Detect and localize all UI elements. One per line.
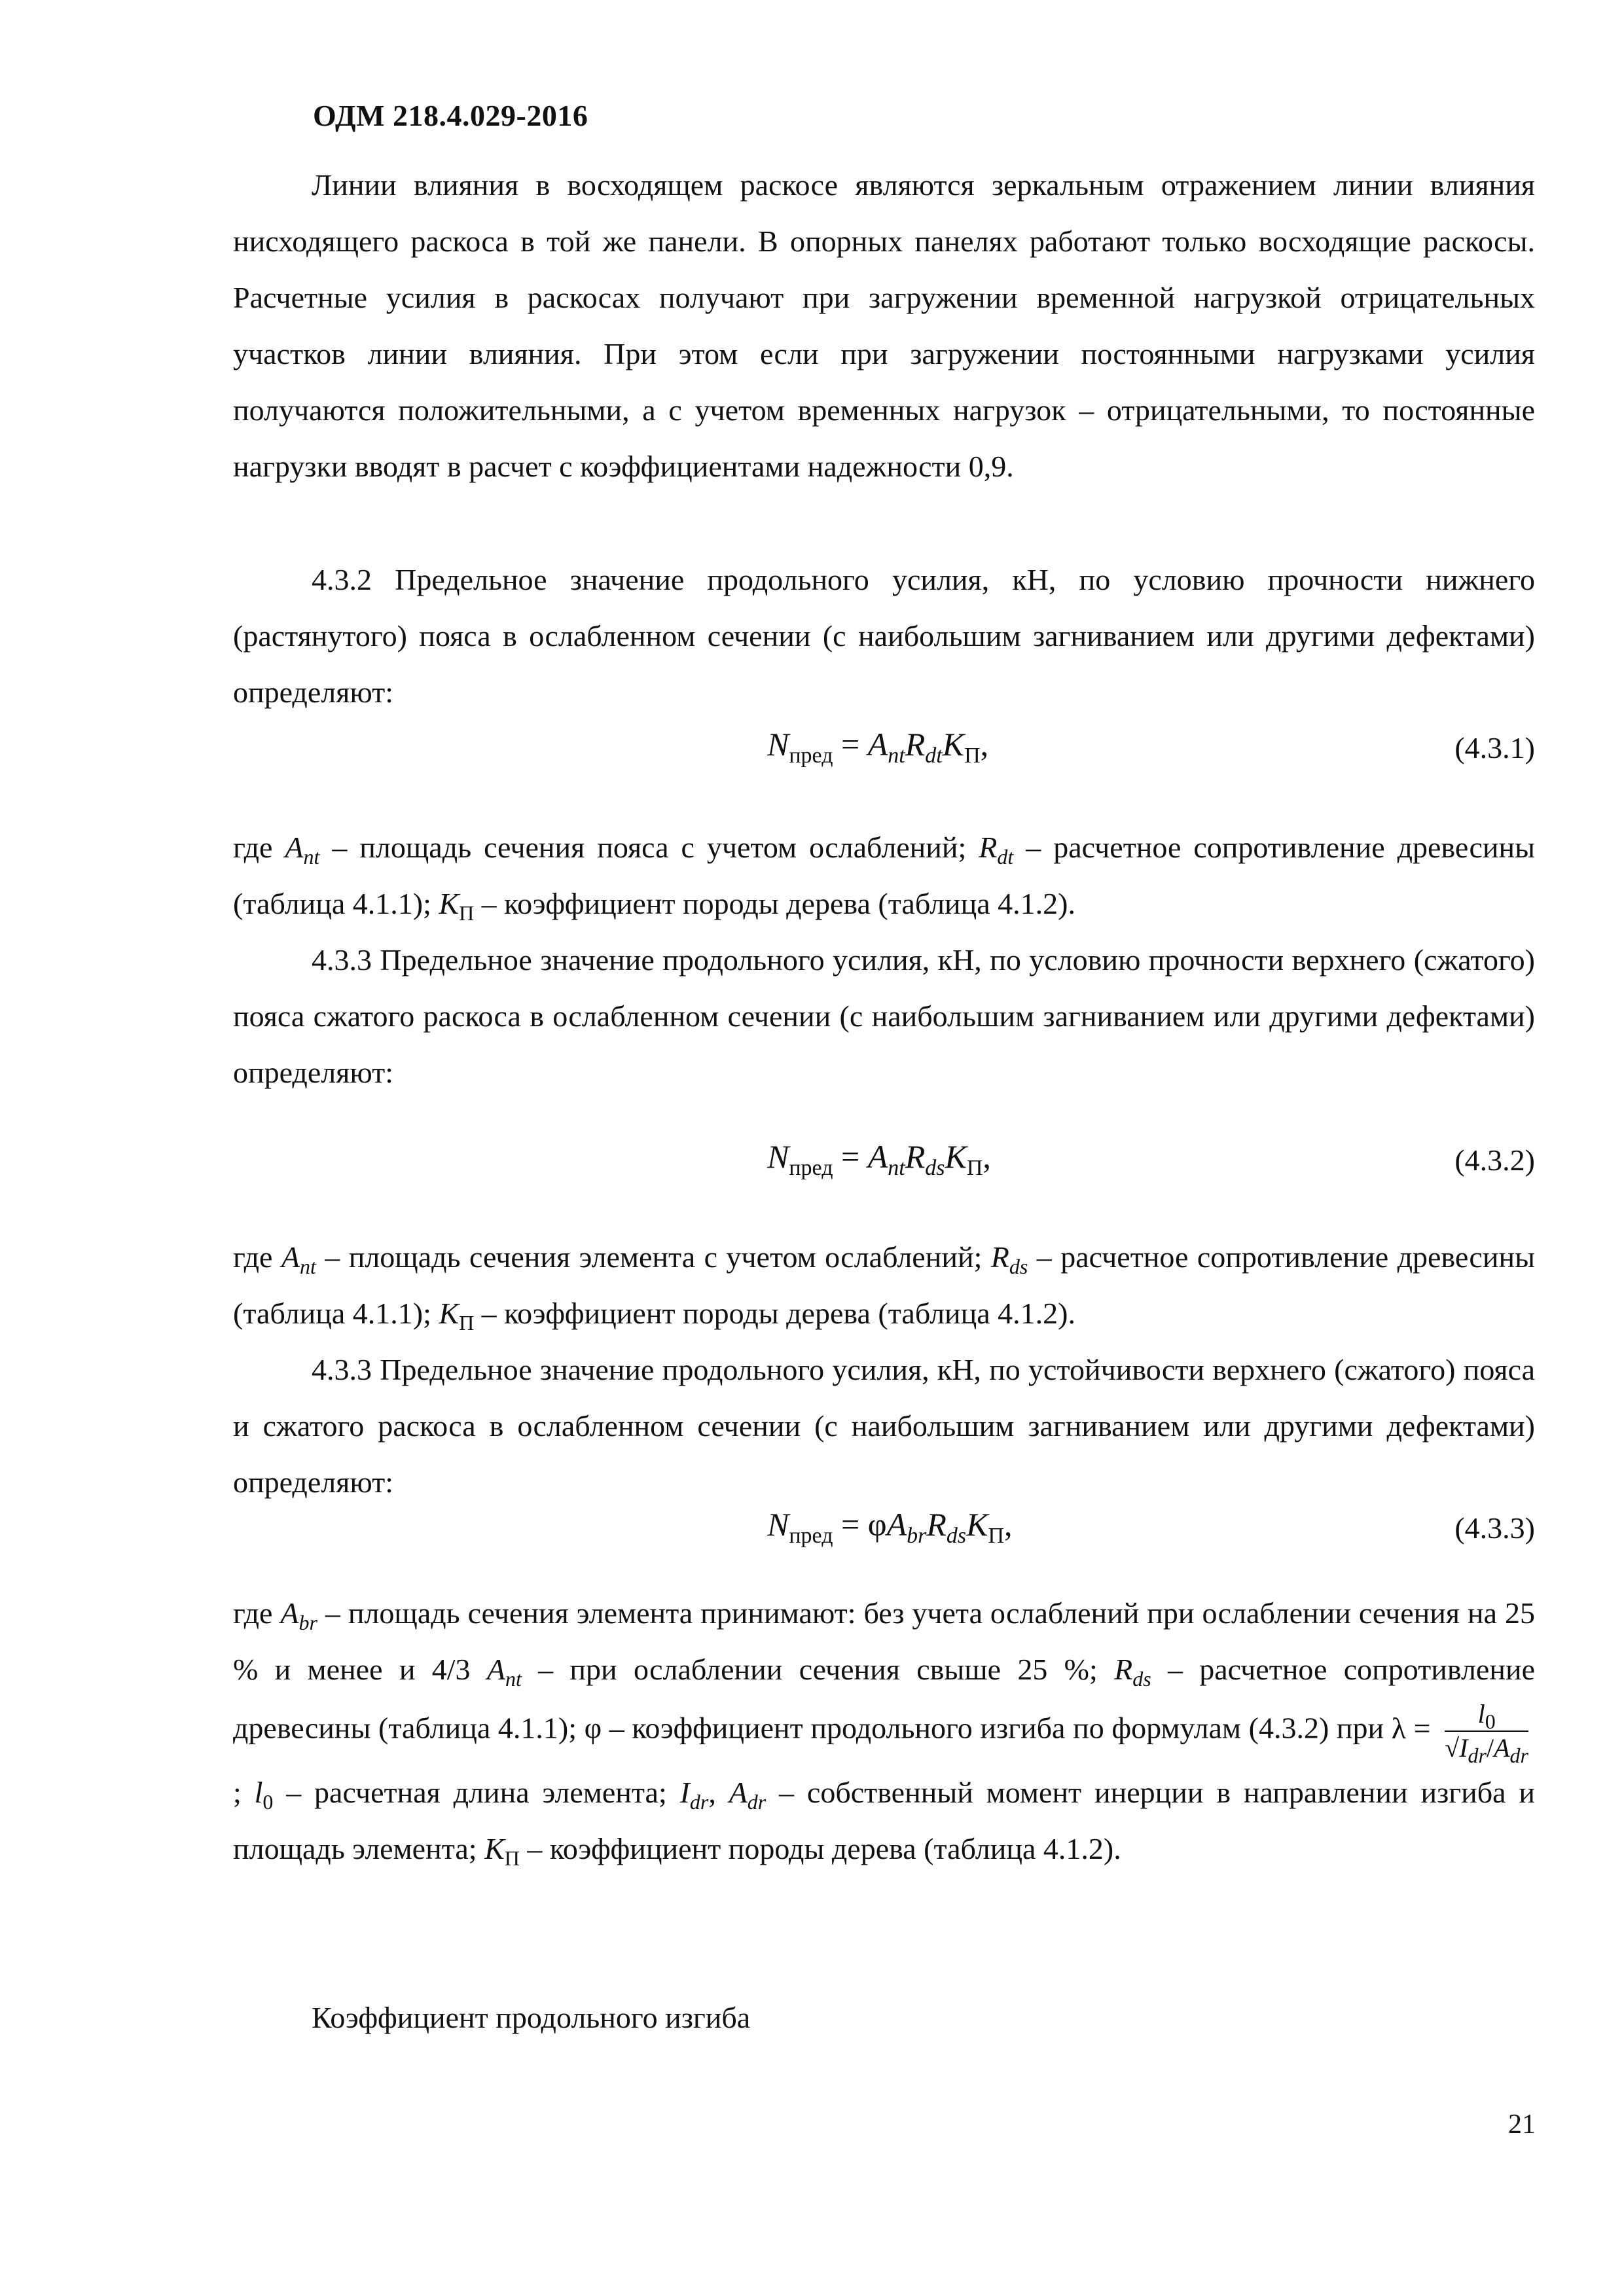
document-code-header: ОДМ 218.4.029-2016 xyxy=(313,99,588,132)
paragraph-buckling-coefficient: Коэффициент продольного изгиба xyxy=(312,2001,751,2034)
lambda-formula: λ = $\frac{l_0}{√I_{dr}/A_{dr}}$ xyxy=(1391,1699,1528,1767)
paragraph-where-4-3-1: где $A_{nt}$ – площадь сечения пояса с учетом ослаблений; $R_{dt}$ – расчетное сопротивление древесины (таблица 4.1.1); $K_П$ – коэффициент породы дерева (таблица 4.1.2). xyxy=(233,831,1536,925)
page-number: 21 xyxy=(1508,2109,1536,2140)
formula-expression: $N_{пред} = \varphi A_{br}R_{ds}K_П$, xyxy=(767,1506,1013,1548)
paragraph-where-4-3-2: где $A_{nt}$ – площадь сечения элемента с учетом ослаблений; $R_{ds}$ – расчетное сопротивление древесины (таблица 4.1.1); $K_П$ – коэффициент породы дерева (таблица 4.1.2). xyxy=(233,1240,1535,1335)
paragraph-4-3-3-strength: 4.3.3 Предельное значение продольного усилия, кН, по условию прочности верхнего (сжатого) пояса сжатого раскоса в ослабленном сечении (с наибольшим загниванием или другими дефектами) определяют: xyxy=(233,943,1535,1089)
formula-number: (4.3.2) xyxy=(1454,1143,1535,1177)
paragraph-influence-lines: Линии влияния в восходящем раскосе являются зеркальным отражением линии влияния нисходящего раскоса в той же панели. В опорных панелях работают только восходящие раскосы. Расчетные усилия в раскосах получают при загружении временной нагрузкой отрицательных участков линии влияния. При этом если при загружении постоянными нагрузками усилия получаются положительными, а с учетом временных нагрузок – отрицательными, то постоянные нагрузки вводят в расчет с коэффициентами надежности 0,9. xyxy=(233,168,1535,483)
formula-4-3-1 xyxy=(233,725,1535,778)
formula-number: (4.3.3) xyxy=(1454,1511,1535,1545)
paragraph-4-3-2: 4.3.2 Предельное значение продольного усилия, кН, по условию прочности нижнего (растянутого) пояса в ослабленном сечении (с наибольшим загниванием или другими дефектами) определяют: xyxy=(233,563,1535,709)
paragraph-4-3-3-stability: 4.3.3 Предельное значение продольного усилия, кН, по устойчивости верхнего (сжатого) пояса и сжатого раскоса в ослабленном сечении (с наибольшим загниванием или другими дефектами) определяют: xyxy=(233,1353,1535,1499)
paragraph-where-4-3-3: где $A_{br}$ – площадь сечения элемента принимают: без учета ослаблений при ослаблении сечения на 25 % и менее и 4/3 $A_{nt}$ – при ослаблении сечения свыше 25 %; $R_{ds}$ – расчетное сопротивление древесины (таблица 4.1.1); φ – коэффициент продольного изгиба по формулам (4.3.2) при λ = $\frac{l_0}{√I_{dr}/A_{dr}}$ ; $l_0$ – расчетная длина элемента; $I_{dr}$, $A_{dr}$ – собственный момент инерции в направлении изгиба и площадь элемента; $K_П$ – коэффициент породы дерева (таблица 4.1.2). xyxy=(233,1596,1536,1871)
formula-number: (4.3.1) xyxy=(1454,731,1535,764)
formula-expression: $N_{пред} = A_{nt}R_{dt}K_П$, xyxy=(767,726,989,768)
lambda-fraction: $\frac{l_0}{√I_{dr}/A_{dr}}$ xyxy=(1445,1699,1528,1767)
formula-expression: $N_{пред} = A_{nt}R_{ds}K_П$, xyxy=(767,1138,991,1180)
formula-4-3-2 xyxy=(233,1138,1535,1190)
formula-4-3-3 xyxy=(233,1505,1535,1558)
